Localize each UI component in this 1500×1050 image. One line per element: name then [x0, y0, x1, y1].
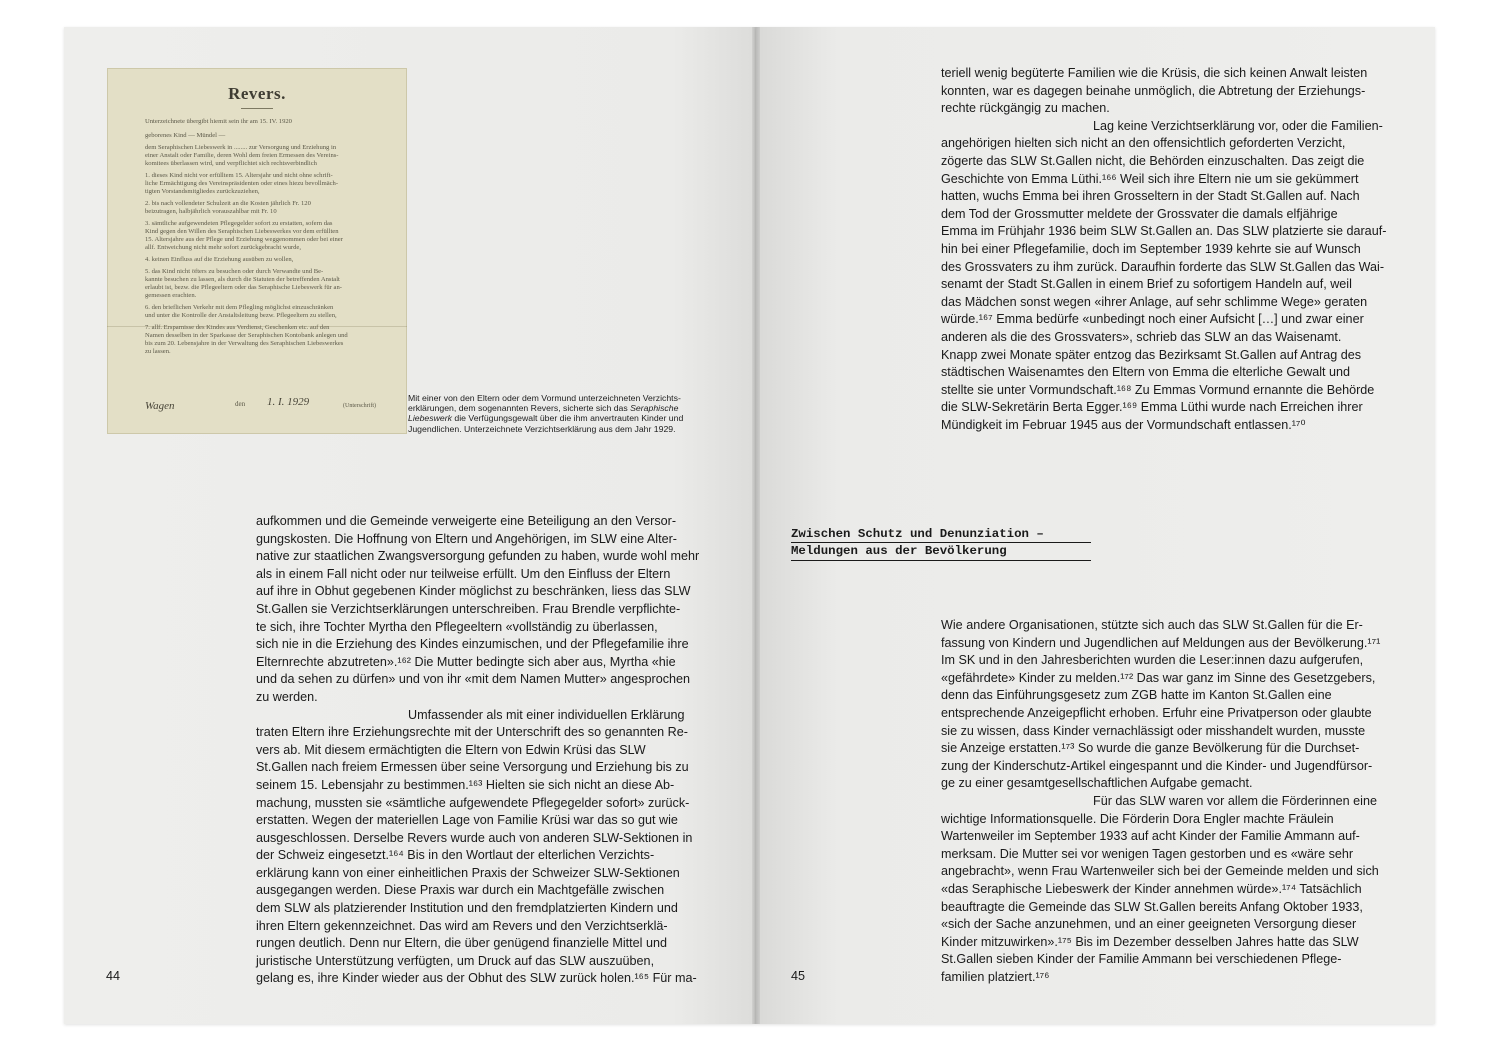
revers-document-line: tigten Vorstandsmitgliedes zurückzuziehen,	[145, 188, 260, 195]
text-line: «das Seraphische Liebeswerk der Kinder annehmen würde».¹⁷⁴ Tatsächlich	[941, 881, 1362, 896]
revers-document-line: allf. Entweichung nicht mehr sofort zurückgebracht wurde,	[145, 244, 301, 251]
revers-title-rule	[241, 108, 273, 109]
revers-signature-label: (Unterschrift)	[343, 403, 376, 409]
text-line: te sich, ihre Tochter Myrtha den Pflegeeltern «vollständig zu überlassen,	[256, 619, 658, 634]
text-line: teriell wenig begüterte Familien wie die Krüsis, die sich keinen Anwalt leisten	[941, 66, 1368, 80]
text-line: hatten, wuchs Emma bei ihren Grosseltern in der Stadt St.Gallen auf. Nach	[941, 189, 1360, 204]
revers-document-line: und unter die Kontrolle der Anstaltsleitung bezw. Pflegeeltern zu stellen,	[145, 312, 337, 319]
text-line: Kinder mitzuwirken».¹⁷⁵ Bis im Dezember desselben Jahres hatte das SLW	[941, 934, 1359, 949]
text-line: die SLW-Sekretärin Berta Egger.¹⁶⁹ Emma Lüthi wurde nach Erreichen ihrer	[941, 400, 1363, 415]
revers-date-label: den	[235, 400, 246, 408]
revers-document-line: 4. keinen Einfluss auf die Erziehung ausüben zu wollen,	[145, 256, 294, 263]
text-line: ihren Eltern gekennzeichnet. Das wird am Revers und den Verzichtserklä-	[256, 918, 668, 933]
text-line: traten Eltern ihre Erziehungsrechte mit der Unterschrift des so genannten Re-	[256, 725, 688, 740]
text-line: St.Gallen sieben Kinder der Familie Ammann bei verschiedenen Pflege-	[941, 952, 1342, 967]
text-line: vers ab. Mit diesem ermächtigten die Eltern von Edwin Krüsi das SLW	[256, 742, 646, 757]
text-line: gungskosten. Die Hoffnung von Eltern und Angehörigen, im SLW eine Alter-	[256, 531, 677, 546]
revers-document-line: kannte besuchen zu lassen, als durch die Statuten der betreffenden Anstalt	[145, 276, 340, 283]
text-line: Lag keine Verzichtserklärung vor, oder die Familien-	[1093, 118, 1383, 133]
revers-document-line: 5. das Kind nicht öfters zu besuchen oder durch Verwandte und Be-	[145, 268, 324, 275]
text-line: sie zu wissen, dass Kinder vernachlässigt oder misshandelt wurden, musste	[941, 723, 1366, 738]
text-line: städtischen Waisenamtes den Eltern von Emma die elterliche Gewalt und	[941, 365, 1351, 380]
text-line: Wie andere Organisationen, stützte sich auch das SLW St.Gallen für die Er-	[941, 618, 1363, 632]
text-line: sie Anzeige erstatten.¹⁷³ So wurde die ganze Bevölkerung für die Durchset-	[941, 741, 1360, 756]
text-line: zung der Kinderschutz-Artikel eingespannt und die Kinder- und Jugendfürsor-	[941, 758, 1373, 773]
revers-document-line: liche Ermächtigung des Vereinspräsidenten oder eines hiezu bevollmäch-	[145, 180, 339, 187]
text-line: anderen als die des Grossvaters», schrieb das SLW an das Waisenamt.	[941, 329, 1342, 344]
text-line: wichtige Informationsquelle. Die Förderin Dora Engler machte Fräulein	[941, 811, 1334, 826]
revers-document-line: geborenes Kind — Mündel —	[145, 132, 226, 139]
revers-document-line: 6. den brieflichen Verkehr mit dem Pflegling möglichst einzuschränken	[145, 304, 334, 311]
text-line: angehörigen hielten sich nicht an den offensichtlich geforderten Verzicht,	[941, 136, 1346, 151]
left-body-text	[256, 513, 699, 988]
text-line: dem SLW als platzierender Institution und den fremdplatzierten Kindern und	[256, 901, 678, 916]
text-line: dem Tod der Grossmutter meldete der Grossvater die damals elfjährige	[941, 206, 1338, 221]
text-line: rungen deutlich. Denn nur Eltern, die über genügend finanzielle Mittel und	[256, 936, 667, 951]
text-line: sich nie in die Erziehung des Kindes einzumischen, und der Pflegefamilie ihre	[256, 637, 689, 652]
revers-document-line: Namen desselben in der Sparkasse der Seraphischen Kontobank anlegen und	[145, 332, 348, 339]
text-line: der Schweiz eingesetzt.¹⁶⁴ Bis in den Wortlaut der elterlichen Verzichts-	[256, 848, 655, 863]
text-line: angebracht», wenn Frau Wartenweiler sich bei der Gemeinde melden und sich	[941, 864, 1379, 879]
revers-document-line: komitees überlassen wird, und verpflichtet sich rechtsverbindlich	[145, 160, 317, 167]
paper-fold-line	[107, 326, 407, 327]
text-line: merksam. Die Mutter sei vor wenigen Tagen gestorben und es «wäre sehr	[941, 846, 1354, 861]
revers-place: Wagen	[145, 400, 175, 412]
revers-document-line: 3. sämtliche aufgewendeten Pflegegelder sofort zu erstatten, sofern das	[145, 220, 333, 227]
text-line: familien platziert.¹⁷⁶	[941, 969, 1050, 984]
revers-document-line: gemessen erachten.	[145, 292, 197, 299]
right-body-text-top	[941, 65, 1386, 434]
page-number-left: 44	[106, 969, 121, 983]
text-line: auf ihre in Obhut gegebenen Kinder möglichst zu beschränken, liess das SLW	[256, 584, 691, 599]
image-caption	[408, 393, 708, 434]
revers-document-line: einer Anstalt oder Familie, deren Wohl dem freien Ermessen des Vereins-	[145, 152, 339, 159]
text-line: als in einem Fall nicht oder nur teilweise erfüllt. Um den Einfluss der Eltern	[256, 566, 671, 581]
text-line: hin bei einer Pflegefamilie, doch im September 1939 kehrte sie auf Wunsch	[941, 241, 1361, 256]
revers-document-line: zu lassen.	[145, 348, 171, 355]
text-line: Umfassender als mit einer individuellen Erklärung	[408, 707, 685, 722]
revers-document-line: erlaubt ist, bezw. die Pflegeeltern oder das Seraphische Liebeswerk für an-	[145, 284, 342, 291]
text-line: senamt der Stadt St.Gallen in einem Brief zu sofortigem Handeln auf, weil	[941, 277, 1352, 292]
right-body-text-bottom	[941, 617, 1380, 986]
text-line: ausgegangen werden. Diese Praxis war durch ein Machtgefälle zwischen	[256, 883, 665, 898]
caption-italic: Seraphische Liebeswerk	[408, 403, 679, 424]
text-line: fassung von Kindern und Jugendlichen auf Meldungen aus der Bevölkerung.¹⁷¹	[941, 635, 1381, 650]
text-line: «gefährdete» Kinder zu melden.¹⁷² Das war ganz im Sinne des Gesetzgebers,	[941, 670, 1376, 685]
text-line: Geschichte von Emma Lüthi.¹⁶⁶ Weil sich ihre Eltern nie um sie gekümmert	[941, 171, 1359, 186]
text-line: beauftragte die Gemeinde das SLW St.Gallen bereits Anfang Oktober 1933,	[941, 899, 1363, 914]
revers-document-line: dem Seraphischen Liebeswerk in ........ zur Versorgung und Erziehung in	[145, 144, 337, 151]
text-line: das Mädchen sonst wegen «ihrer Anlage, auf sehr schlimme Wege» geraten	[941, 294, 1368, 309]
text-line: juristische Unterstützung verfügten, um Druck auf das SLW auszuüben,	[256, 953, 655, 968]
revers-document-line: Unterzeichnete übergibt hiemit sein ihr am 15. IV. 1920	[145, 118, 292, 125]
text-line: zögerte das SLW St.Gallen nicht, die Behörden einzuschalten. Das zeigt die	[941, 153, 1365, 168]
revers-document-line: 15. Altersjahre aus der Pflege und Erziehung weggenommen oder bei einer	[145, 236, 343, 243]
text-line: St.Gallen nach freiem Ermessen über seine Versorgung und Erziehung bis zu	[256, 760, 689, 775]
text-line: native zur staatlichen Zwangsversorgung gefunden zu haben, wurde wohl mehr	[256, 549, 700, 564]
text-line: zu werden.	[256, 689, 318, 704]
text-line: St.Gallen sie Verzichtserklärungen unterschreiben. Frau Brendle verpflichte-	[256, 601, 681, 616]
text-line: Emma im Frühjahr 1936 beim SLW St.Gallen an. Das SLW platzierte sie darauf-	[941, 224, 1387, 239]
text-line: rechte rückgängig zu machen.	[941, 101, 1110, 116]
text-line: Mündigkeit im Februar 1945 aus der Vormundschaft entlassen.¹⁷⁰	[941, 417, 1306, 432]
revers-document-line: 1. dieses Kind nicht vor erfülltem 15. Altersjahr und nicht ohne schrift-	[145, 172, 333, 179]
text-line: Im SK und in den Jahresberichten wurden die Leser:innen dazu aufgerufen,	[941, 653, 1364, 668]
book-gutter	[752, 27, 760, 1024]
text-line: Wartenweiler im September 1933 auf acht Kinder der Familie Ammann auf-	[941, 829, 1360, 844]
revers-document-line: 7. allf. Ersparnisse des Kindes aus Verdienst, Geschenken etc. auf den	[145, 324, 330, 331]
text-line: stellte sie unter Vormundschaft.¹⁶⁸ Zu Emmas Vormund ernannte die Behörde	[941, 382, 1375, 397]
text-line: ge zu einer gesamtgesellschaftlichen Aufgabe gemacht.	[941, 776, 1253, 791]
section-heading-line-1: Zwischen Schutz und Denunziation –	[791, 527, 1044, 541]
heading-rule-1	[791, 542, 1091, 543]
text-line: machung, mussten sie «sämtliche aufgewendete Pflegegelder sofort» zurück-	[256, 795, 690, 810]
section-heading	[791, 526, 1091, 560]
text-line: ausgeschlossen. Derselbe Revers wurde auch von anderen SLW-Sektionen in	[256, 830, 693, 845]
heading-rule-2	[791, 560, 1091, 561]
text-line: erstatten. Wegen der materiellen Lage von Familie Krüsi war das so gut wie	[256, 813, 678, 828]
text-line: konnten, war es dagegen beinahe unmöglich, die Abtretung der Erziehungs-	[941, 83, 1366, 98]
revers-document-line: beizutragen, halbjährlich vorauszahlbar mit Fr. 10	[145, 208, 277, 215]
text-line: seinem 15. Lebensjahr zu bestimmen.¹⁶³ Hielten sie sich nicht an diese Ab-	[256, 777, 675, 792]
text-line: «sich der Sache anzunehmen, und an einer geeigneten Versorgung dieser	[941, 917, 1357, 932]
text-line: und da sehen zu dürfen» und von ihr «mit dem Namen Mutter» angesprochen	[256, 672, 691, 687]
revers-document-line: bis zum 20. Lebensjahre in der Verwaltung des Seraphischen Liebeswerkes	[145, 340, 344, 347]
text-line: erklärung kann von einer einheitlichen Praxis der Schweizer SLW-Sektionen	[256, 865, 680, 880]
text-line: gelang es, ihre Kinder wieder aus der Obhut des SLW zurück holen.¹⁶⁵ Für ma-	[256, 971, 697, 986]
section-heading-line-2: Meldungen aus der Bevölkerung	[791, 544, 1007, 558]
text-line: Knapp zwei Monate später entzog das Bezirksamt St.Gallen auf Antrag des	[941, 347, 1362, 362]
revers-date-value: 1. I. 1929	[267, 396, 310, 408]
page-number-right: 45	[791, 969, 806, 983]
revers-document-title: Revers.	[228, 84, 286, 103]
text-line: Für das SLW waren vor allem die Förderinnen eine	[1093, 793, 1377, 808]
revers-document-image	[107, 68, 407, 434]
text-line: aufkommen und die Gemeinde verweigerte eine Beteiligung an den Versor-	[256, 514, 677, 528]
caption-text-2: die Verfügungsgewalt über die ihm anvertrauten Kinder und Jugendlichen. Unterzeichnete Verzichtserklärung aus dem Jahr 1929.	[408, 413, 684, 434]
text-line: des Grossvaters zu ihm zurück. Daraufhin forderte das SLW St.Gallen das Wai-	[941, 259, 1385, 274]
revers-document-line: Kind gegen den Willen des Seraphischen Liebeswerkes vor dem erfüllten	[145, 228, 339, 235]
caption-text-1: Mit einer von den Eltern oder dem Vormund unterzeichneten Verzichts-erklärungen, dem sogenannten Revers, sicherte sich das	[408, 393, 681, 414]
text-line: entsprechende Anzeigepflicht erhoben. Erfuhr eine Privatperson oder glaubte	[941, 705, 1372, 720]
text-line: würde.¹⁶⁷ Emma bedürfe «unbedingt noch einer Aufsicht […] und zwar einer	[941, 312, 1364, 327]
text-line: Elternrechte abzutreten».¹⁶² Die Mutter bedingte sich aber aus, Myrtha «hie	[256, 654, 676, 669]
revers-document-line: 2. bis nach vollendeter Schulzeit an die Kosten jährlich Fr. 120	[145, 200, 311, 207]
text-line: denn das Einführungsgesetz zum ZGB hatte im Kanton St.Gallen eine	[941, 688, 1332, 703]
